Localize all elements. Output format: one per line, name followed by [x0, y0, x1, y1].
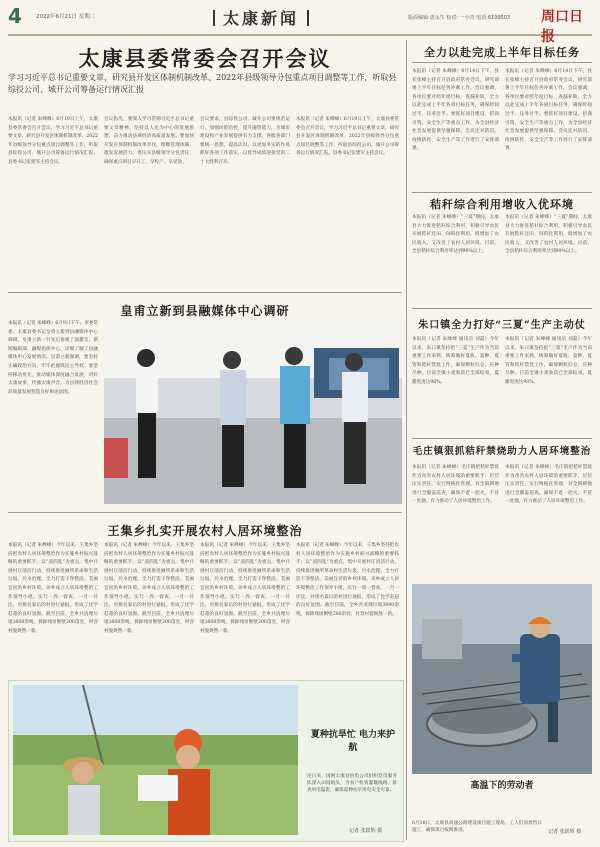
right-photo-caption-title: 高温下的劳动者 — [470, 781, 534, 791]
bottom-body-col1: 本报讯（记者 朱峰峰）今年以来，王集乡坚持把农村人居环境整治作为实施乡村振兴战略的重要抓手，以“清四乱”为重点，集中开展村庄清洁行动，持续推进厕所革命和生活垃圾、污水治理，全力打造干净整洁、美丽宜居的乡村环境。该乡成立人居环境整治工作领导小组，实行一周一督查、一月一评比，对排名靠后的村进行通报，形成了比学赶超的良好氛围。截至目前，全乡共清理垃圾3000余吨，拆除残垣断壁200余处，村容村貌焕然一新。 — [8, 543, 98, 634]
divider — [412, 308, 592, 309]
article4-body-a: 本报讯（记者 朱峰峰）毛庄镇把秸秆禁烧作为改善农村人居环境的重要抓手，层层压实责任，实行网格化管理，对全镇耕地进行全覆盖巡查，确保不着一把火、不冒一处烟，有力推动了人居环境整治工作。 — [412, 465, 499, 505]
article3-title: 朱口镇全力打好“三夏”生产主动仗 — [418, 320, 586, 331]
media-center-photo — [104, 318, 402, 504]
bottom-body-col4: 本报讯（记者 朱峰峰）今年以来，王集乡坚持把农村人居环境整治作为实施乡村振兴战略的重要抓手，以“清四乱”为重点，集中开展村庄清洁行动，持续推进厕所革命和生活垃圾、污水治理，全力打造干净整洁、美丽宜居的乡村环境。该乡成立人居环境整治工作领导小组，实行一周一督查、一月一评比，对排名靠后的村进行通报，形成了比学赶超的良好氛围。截至目前，全乡共清理垃圾3000余吨，拆除残垣断壁200余处，村容村貌焕然一新。 — [296, 543, 399, 617]
construction-photo — [412, 584, 592, 774]
feature-photo-box — [8, 680, 404, 842]
divider — [412, 438, 592, 439]
right-photo-caption-body: 6月18日，太康县高速公路建设项目施工现场，工人们顶着烈日施工，确保项目按期推进。 — [412, 821, 542, 833]
lead-headline: 太康县委常委会召开会议 — [78, 46, 332, 71]
article2-body-b: 本报讯（记者 朱峰峰）“三夏”期间，太康县大力推进秸秆综合利用，积极引导农民开展秸秆还田、饲料化利用，既增加了农民收入，又改善了农村人居环境。目前，全县秸秆综合利用率达到90%以上。 — [505, 215, 592, 255]
bottom-body-col2: 本报讯（记者 朱峰峰）今年以来，王集乡坚持把农村人居环境整治作为实施乡村振兴战略的重要抓手，以“清四乱”为重点，集中开展村庄清洁行动，持续推进厕所革命和生活垃圾、污水治理，全力打造干净整洁、美丽宜居的乡村环境。该乡成立人居环境整治工作领导小组，实行一周一督查、一月一评比，对排名靠后的村进行通报，形成了比学赶超的良好氛围。截至目前，全乡共清理垃圾3000余吨，拆除残垣断壁200余处，村容村貌焕然一新。 — [104, 543, 194, 634]
article1-body-b: 本报讯（记者 朱峰峰）6月14日下午，县长张峰主持召开县政府常务会议，研究部署上半年目标任务冲刺工作。会议强调，各单位要对照年度目标，查漏补缺，全力以赴完成上半年各项目标任务，确保时间过半、任务过半。要抓好项目建设、招商引资、安全生产等重点工作，为全县经济社会发展提供坚强保障。会议还对防汛、疫情防控、安全生产等工作进行了安排部署。 — [505, 69, 592, 152]
bottom-title: 王集乡扎实开展农村人居环境整治 — [107, 524, 303, 538]
article2-title: 秸秆综合利用增收入优环境 — [430, 198, 574, 211]
section-name: 太康新闻 — [223, 6, 299, 29]
article4-title: 毛庄镇狠抓秸秆禁烧助力人居环境整治 — [412, 446, 592, 457]
issue-date: 2022年6月21日 星期二 — [36, 14, 96, 20]
article4-body-b: 本报讯（记者 朱峰峰）毛庄镇把秸秆禁烧作为改善农村人居环境的重要抓手，层层压实责任，实行网格化管理，对全镇耕地进行全覆盖巡查，确保不着一把火、不冒一处烟，有力推动了人居环境整治工作。 — [505, 465, 592, 505]
electric-worker-photo — [13, 685, 298, 835]
article1-title: 全力以赴完成上半年目标任务 — [424, 46, 580, 59]
middle-title: 皇甫立新到县融媒体中心调研 — [120, 304, 290, 318]
page-number: 4 — [8, 4, 22, 28]
lead-body-col1: 本报讯（记者 朱峰峰）6月19日上午，太康县委常委会召开会议，学习习近平总书记重要文章，研究县开发区体制机制改革、2022年县级领导分包重点项目调整等工作，听取县综投公司、城开公司筹备运行情况汇报。县委书记张建军主持会议。 — [8, 117, 98, 165]
article3-body-b: 本报讯（记者 朱峰峰 通讯员 刘磊）今年以来，朱口镇坚持把“三夏”生产作为当前重要工作来抓，统筹做好夏收、夏种、夏管和秸秆禁烧工作，确保颗粒归仓、应种尽种。目前全镇小麦收获已全部结束，夏播进度达98%。 — [505, 337, 592, 385]
masthead — [8, 4, 592, 45]
officials-visit-image — [104, 318, 402, 504]
right-photo-credit: 记者 张跃辉 摄 — [548, 829, 582, 835]
feature-photo-credit: 记者 张跃辉 摄 — [349, 828, 383, 834]
lead-body-col3: 会议要求，县综投公司、城开公司要规范运行，加强风险防控，提升融资能力，为城市建设和产业发展提供有力支撑。各级各部门要统一思想、提高认识，以更加务实的作风抓好各项工作落实，以优异成绩迎接党的二十大胜利召开。 — [200, 117, 290, 165]
feature-photo-caption-body: 连日来，国网太康县供电公司组织党员服务队深入田间地头，为农户检查灌溉线路、排查用电隐患，确保夏种抗旱用电安全可靠。 — [307, 774, 397, 793]
divider — [8, 512, 402, 513]
bottom-body-col3: 本报讯（记者 朱峰峰）今年以来，王集乡坚持把农村人居环境整治作为实施乡村振兴战略的重要抓手，以“清四乱”为重点，集中开展村庄清洁行动，持续推进厕所革命和生活垃圾、污水治理，全力打造干净整洁、美丽宜居的乡村环境。该乡成立人居环境整治工作领导小组，实行一周一督查、一月一评比，对排名靠后的村进行通报，形成了比学赶超的良好氛围。截至目前，全乡共清理垃圾3000余吨，拆除残垣断壁200余处，村容村貌焕然一新。 — [200, 543, 290, 634]
lead-body-col2: 会议指出，要深入学习贯彻习近平总书记重要文章精神，坚持以人民为中心的发展思想，奋力推动县域经济高质量发展。要加快开发区体制机制改革步伐，理顺管理体制，激发发展活力。要压实县级领导分包责任，确保重点项目早开工、早投产、早见效。 — [104, 117, 194, 165]
article1-body-a: 本报讯（记者 朱峰峰）6月14日下午，县长张峰主持召开县政府常务会议，研究部署上半年目标任务冲刺工作。会议强调，各单位要对照年度目标，查漏补缺，全力以赴完成上半年各项目标任务，确保时间过半、任务过半。要抓好项目建设、招商引资、安全生产等重点工作，为全县经济社会发展提供坚强保障。会议还对防汛、疫情防控、安全生产等工作进行了安排部署。 — [412, 69, 499, 152]
feature-photo-caption-title: 夏种抗旱忙 电力来护航 — [310, 730, 396, 753]
divider — [8, 292, 402, 293]
middle-body: 本报讯（记者 朱峰峰）6月9日下午，市委常委、太康县委书记皇甫立新到县融媒体中心调研。皇甫立新一行先后参观了演播室、新闻编辑部、融媒指挥中心，详细了解了县融媒体中心发展情况。皇甫立新强调，要坚持正确政治方向，牢牢把握舆论主导权；要坚持移动优先，推动媒体深度融合发展，讲好太康故事，传播太康声音，为县域经济社会高质量发展营造良好舆论氛围。 — [8, 321, 98, 395]
article2-body-a: 本报讯（记者 朱峰峰）“三夏”期间，太康县大力推进秸秆综合利用，积极引导农民开展秸秆还田、饲料化利用，既增加了农民收入，又改善了农村人居环境。目前，全县秸秆综合利用率达到90%以上。 — [412, 215, 499, 255]
power-worker-field-image — [13, 685, 298, 835]
editor-credits: 版面编辑:唐永生 校对: 一小青 电话:6199503 — [408, 15, 511, 21]
newspaper-logo: 周口日报 — [541, 9, 583, 45]
lead-subhead: 学习习近平总书记重要文章，研究县开发区体制机制改革、2022年县级领导分包重点项目调整等工作，听取县综投公司、城开公司筹备运行情况汇报 — [8, 73, 397, 94]
lead-body-col4: 本报讯（记者 朱峰峰）6月19日上午，太康县委常委会召开会议，学习习近平总书记重要文章，研究县开发区体制机制改革、2022年县级领导分包重点项目调整等工作，听取县综投公司、城开公司筹备运行情况汇报。县委书记张建军主持会议。 — [296, 117, 399, 157]
construction-scene-image — [412, 584, 592, 774]
divider — [412, 192, 592, 193]
divider — [412, 62, 592, 63]
column-divider — [406, 40, 407, 840]
article3-body-a: 本报讯（记者 朱峰峰 通讯员 刘磊）今年以来，朱口镇坚持把“三夏”生产作为当前重要工作来抓，统筹做好夏收、夏种、夏管和秸秆禁烧工作，确保颗粒归仓、应种尽种。目前全镇小麦收获已全部结束，夏播进度达98%。 — [412, 337, 499, 385]
